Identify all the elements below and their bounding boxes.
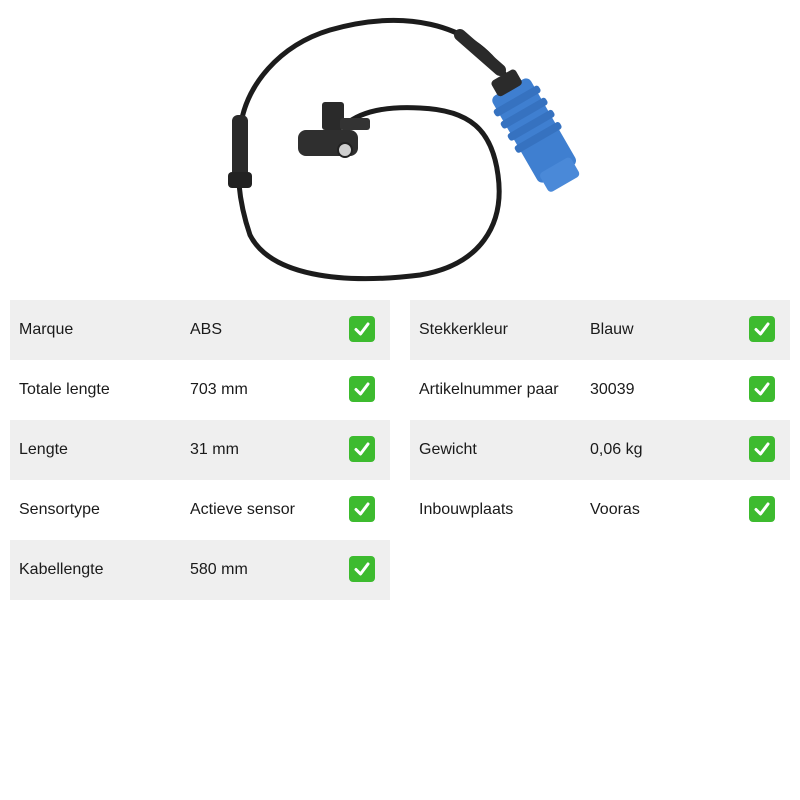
spec-label: Inbouwplaats: [419, 501, 514, 518]
spec-table-right: [410, 300, 790, 540]
abs-sensor-cable-icon: [0, 0, 800, 290]
spec-label: Artikelnummer paar: [419, 381, 559, 398]
product-image: [0, 0, 800, 290]
spec-value: Actieve sensor: [190, 501, 295, 518]
spec-table-left: [10, 300, 390, 600]
spec-label: Totale lengte: [19, 381, 110, 398]
spec-value: 31 mm: [190, 441, 239, 458]
check-mark-icon: [349, 376, 375, 402]
spec-value: 30039: [590, 381, 635, 398]
spec-row: [10, 420, 390, 480]
check-mark-icon: [749, 436, 775, 462]
spec-row: [10, 360, 390, 420]
spec-row: [410, 300, 790, 360]
check-mark-icon: [349, 496, 375, 522]
spec-row: [10, 480, 390, 540]
spec-row: [410, 360, 790, 420]
spec-label: Kabellengte: [19, 561, 104, 578]
spec-value: Vooras: [590, 501, 640, 518]
spec-label: Gewicht: [419, 441, 477, 458]
spec-value: 0,06 kg: [590, 441, 643, 458]
spec-value: Blauw: [590, 321, 634, 338]
spec-row: [410, 420, 790, 480]
spec-label: Stekkerkleur: [419, 321, 508, 338]
check-mark-icon: [349, 556, 375, 582]
check-mark-icon: [749, 376, 775, 402]
spec-label: Sensortype: [19, 501, 100, 518]
check-mark-icon: [349, 436, 375, 462]
spec-row: [10, 540, 390, 600]
check-mark-icon: [749, 316, 775, 342]
check-mark-icon: [749, 496, 775, 522]
spec-value: 703 mm: [190, 381, 248, 398]
spec-value: ABS: [190, 321, 223, 338]
spec-row: [10, 300, 390, 360]
check-mark-icon: [349, 316, 375, 342]
spec-label: Marque: [19, 321, 74, 338]
spec-row: [410, 480, 790, 540]
spec-value: 580 mm: [190, 561, 248, 578]
spec-label: Lengte: [19, 441, 68, 458]
